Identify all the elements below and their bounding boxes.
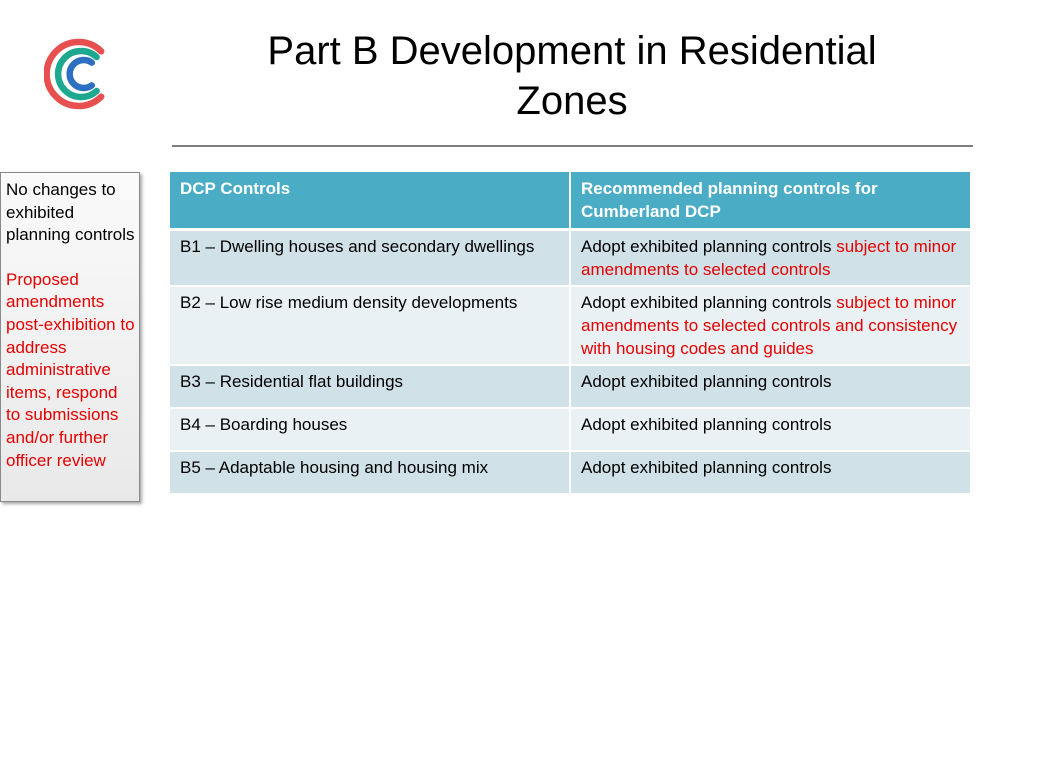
table-row [170,230,970,287]
amendment-text: subject to minor amendments to selected controls [581,237,957,279]
legend-unchanged-text: No changes to exhibited planning controls [6,180,135,245]
recommendation-text: Adopt exhibited planning controls [581,293,832,313]
header-dcp-controls: DCP Controls [170,172,570,230]
header-recommended-controls: Recommended planning controls for Cumberland DCP [570,172,970,230]
table-header-row [170,172,970,230]
table-row [170,451,970,494]
control-cell: B4 – Boarding houses [170,408,570,451]
recommendation-text: Adopt exhibited planning controls [581,415,832,435]
page-title [172,26,972,126]
amendment-text: subject to minor amendments to selected controls and consistency with housing codes and guides [581,293,958,358]
recommendation-text: Adopt exhibited planning controls [581,372,832,392]
recommendation-cell [570,286,970,365]
recommendation-cell [570,408,970,451]
cumberland-c-logo-icon [44,36,112,112]
table-row [170,286,970,365]
title-divider [172,145,973,147]
table-row [170,365,970,408]
recommendation-cell [570,365,970,408]
control-cell: B5 – Adaptable housing and housing mix [170,451,570,494]
control-cell: B3 – Residential flat buildings [170,365,570,408]
recommendation-text: Adopt exhibited planning controls [581,237,832,257]
dcp-controls-table [170,172,970,495]
control-cell: B2 – Low rise medium density developments [170,286,570,365]
legend-amended-text: Proposed amendments post-exhibition to address administrative items, respond to submissions and/or further officer review [6,269,135,470]
control-cell: B1 – Dwelling houses and secondary dwellings [170,230,570,287]
recommendation-cell [570,451,970,494]
recommendation-text: Adopt exhibited planning controls [581,458,832,478]
legend-box [0,172,140,502]
page-title-line-1: Part B Development in Residential [267,29,877,73]
page-title-line-2: Zones [516,79,628,123]
recommendation-cell [570,230,970,287]
table-row [170,408,970,451]
